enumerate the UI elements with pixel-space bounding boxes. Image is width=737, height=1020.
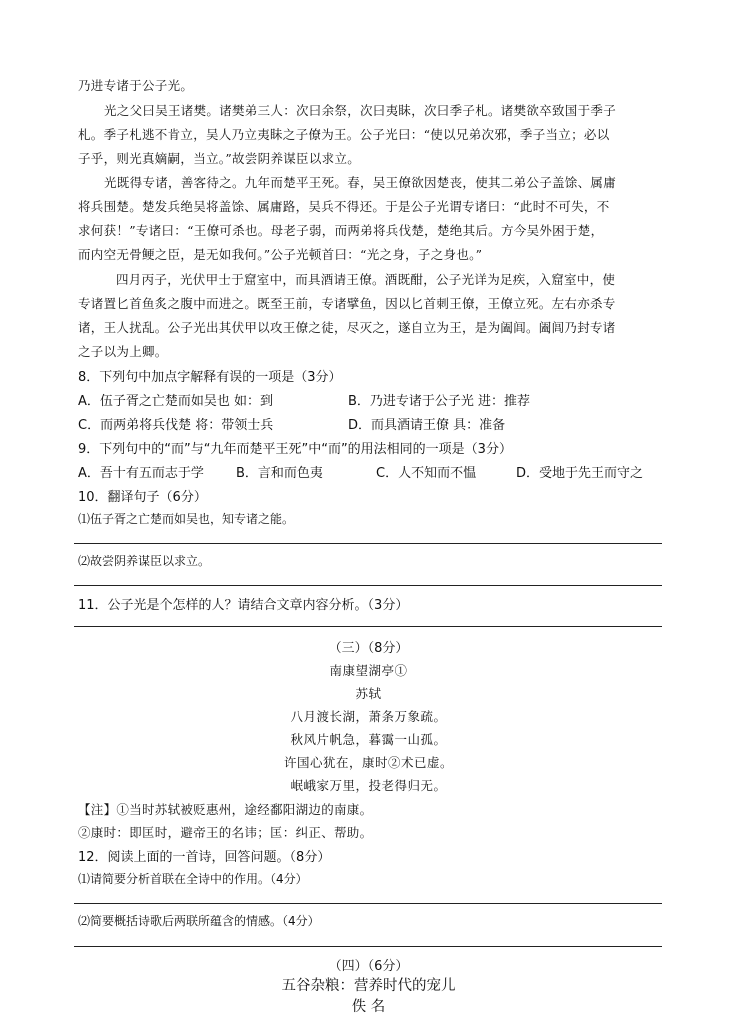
passage-line: 子乎，则光真嫡嗣，当立。”故尝阴养谋臣以求立。 xyxy=(78,151,361,166)
section-heading: （三）（8分） xyxy=(328,641,409,656)
poem-title: 南康望湖亭① xyxy=(329,663,408,678)
passage-line: 乃进专诸于公子光。 xyxy=(78,78,194,93)
article-author: 佚 名 xyxy=(351,999,386,1015)
passage-line: 之子以为上卿。 xyxy=(78,344,168,359)
passage-line: 札。季子札逃不肯立，吴人乃立夷眛之子僚为王。公子光曰：“使以兄弟次邪，季子当立；必以 xyxy=(78,127,610,142)
sub-question-2: ⑵简要概括诗歌后两联所蕴含的情感。（4分） xyxy=(78,914,320,928)
question-stem: 9．下列句中的“而”与“九年而楚平王死”中“而”的用法相同的一项是（3分） xyxy=(78,442,512,457)
passage-line: 四月丙子，光伏甲士于窟室中，而具酒请王僚。酒既酣，公子光详为足疾，入窟室中，使 xyxy=(116,272,616,287)
option-b: B．言和而色夷 xyxy=(236,466,323,481)
passage-line: 将兵围楚。楚发兵绝吴将盖馀、属庸路，吴兵不得还。于是公子光谓专诸曰：“此时不可失，不 xyxy=(78,199,610,214)
poem-line: 秋风片帆急，暮霭一山孤。 xyxy=(290,732,447,747)
question-stem: 11．公子光是个怎样的人？请结合文章内容分析。（3分） xyxy=(78,598,409,613)
section-heading: （四）（6分） xyxy=(328,959,409,974)
translation-sentence-1: ⑴伍子胥之亡楚而如吴也，知专诸之能。 xyxy=(78,512,295,526)
answer-line[interactable] xyxy=(74,543,662,544)
passage-line: 专诸置匕首鱼炙之腹中而进之。既至王前，专诸擘鱼，因以匕首刺王僚，王僚立死。左右亦杀专 xyxy=(78,296,616,311)
option-a: A．吾十有五而志于学 xyxy=(78,466,204,481)
question-stem: 10．翻译句子（6分） xyxy=(78,490,207,505)
option-c: C．人不知而不愠 xyxy=(376,466,477,481)
passage-line: 诸，王人扰乱。公子光出其伏甲以攻王僚之徒，尽灭之，遂自立为王，是为阖闾。阖闾乃封专诸 xyxy=(78,320,616,335)
option-a: A．伍子胥之亡楚而如吴也 如：到 xyxy=(78,394,274,409)
option-d: D．而具酒请王僚 具：准备 xyxy=(348,418,506,433)
poem-note: 【注】①当时苏轼被贬惠州，途经鄱阳湖边的南康。 xyxy=(78,802,373,817)
poem-note: ②康时：即匡时，避帝王的名讳；匡：纠正、帮助。 xyxy=(78,825,373,840)
passage-line: 求何获！”专诸曰：“王僚可杀也。母老子弱，而两弟将兵伐楚，楚绝其后。方今吴外困于楚， xyxy=(78,223,604,238)
question-stem: 12．阅读上面的一首诗，回答问题。（8分） xyxy=(78,850,331,865)
poem-line: 许国心犹在，康时②术已虚。 xyxy=(283,755,453,770)
question-stem: 8．下列句中加点字解释有误的一项是（3分） xyxy=(78,370,342,385)
answer-line[interactable] xyxy=(74,626,662,627)
poem-line: 岷峨家万里，投老得归无。 xyxy=(290,778,447,793)
poem-author: 苏轼 xyxy=(355,686,382,701)
sub-question-1: ⑴请简要分析首联在全诗中的作用。（4分） xyxy=(78,872,308,886)
poem-line: 八月渡长湖，萧条万象疏。 xyxy=(290,709,447,724)
option-b: B．乃进专诸于公子光 进：推荐 xyxy=(348,394,531,409)
answer-line[interactable] xyxy=(74,585,662,586)
translation-sentence-2: ⑵故尝阴养谋臣以求立。 xyxy=(78,554,211,568)
passage-line: 而内空无骨鲠之臣，是无如我何。”公子光顿首曰：“光之身，子之身也。” xyxy=(78,247,483,262)
answer-line[interactable] xyxy=(74,903,662,904)
passage-line: 光之父曰吴王诸樊。诸樊弟三人：次曰余祭，次曰夷眛，次曰季子札。诸樊欲卒致国于季子 xyxy=(104,103,617,118)
article-title: 五谷杂粮：营养时代的宠儿 xyxy=(281,978,456,994)
option-d: D．受地于先王而守之 xyxy=(516,466,644,481)
answer-line[interactable] xyxy=(74,946,662,947)
passage-line: 光既得专诸，善客待之。九年而楚平王死。春，吴王僚欲因楚丧，使其二弟公子盖馀、属庸 xyxy=(104,175,617,190)
option-c: C．而两弟将兵伐楚 将：带领士兵 xyxy=(78,418,274,433)
